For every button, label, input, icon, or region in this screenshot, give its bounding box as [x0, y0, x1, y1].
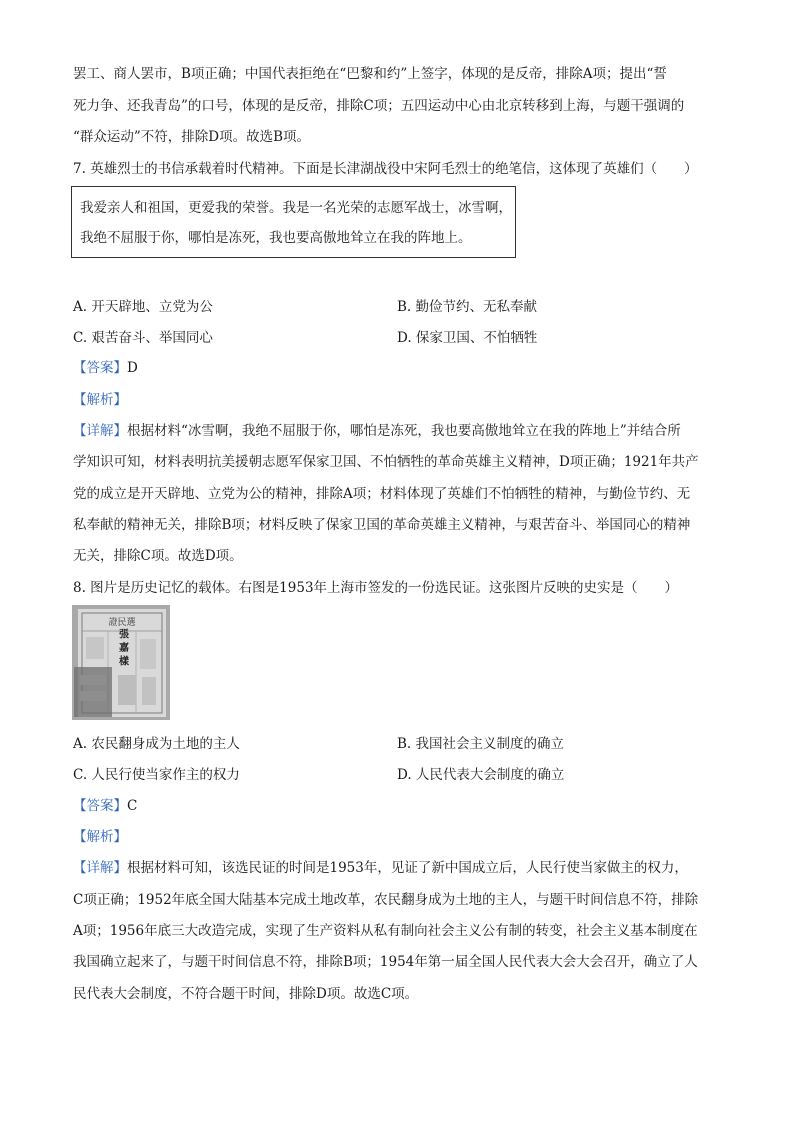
q8-analysis-label: 【解析】	[73, 829, 127, 845]
q7-quote-line-2: 我绝不屈服于你，哪怕是冻死，我也要高傲地耸立在我的阵地上。	[80, 230, 472, 246]
q8-detail-line-3: A项；1956年底三大改造完成，实现了生产资料从私有制向社会主义公有制的转变，社会主义基本制度在	[73, 923, 698, 939]
answer-label: 【答案】	[73, 798, 127, 814]
prev-analysis-line-1: 罢工、商人罢市，B项正确；中国代表拒绝在“巴黎和约”上签字，体现的是反帝，排除A项；提出“誓	[73, 66, 667, 82]
detail-label: 【详解】	[73, 860, 127, 876]
detail-label: 【详解】	[73, 423, 127, 439]
q7-option-a: A. 开天辟地、立党为公	[73, 299, 213, 315]
q8-detail-line-1	[73, 858, 688, 878]
prev-analysis-line-2: 死力争、还我青岛”的口号，体现的是反帝，排除C项；五四运动中心由北京转移到上海，与题干强调的	[73, 98, 685, 114]
q7-option-c: C. 艰苦奋斗、举国同心	[73, 330, 213, 346]
q8-option-a: A. 农民翻身成为土地的主人	[73, 736, 240, 752]
q7-quote-box	[71, 186, 516, 258]
answer-label: 【答案】	[73, 360, 127, 376]
q7-answer-value: D	[127, 360, 138, 376]
q8-detail-line-4: 我国确立起来了，与题干时间信息不符，排除B项；1954年第一届全国人民代表大会大会召开，确立了人	[73, 954, 698, 970]
q7-detail-line-3: 党的成立是开天辟地、立党为公的精神，排除A项；材料体现了英雄们不怕牺牲的精神，与勤俭节约、无	[73, 486, 691, 502]
q7-detail-line-2: 学知识可知，材料表明抗美援朝志愿军保家卫国、不怕牺牲的革命英雄主义精神，D项正确；1921年共产	[73, 454, 699, 470]
q7-detail-line-4: 私奉献的精神无关，排除B项；材料反映了保家卫国的革命英雄主义精神，与艰苦奋斗、举国同心的精神	[73, 517, 691, 533]
q8-option-b: B. 我国社会主义制度的确立	[397, 736, 565, 752]
q7-analysis-label: 【解析】	[73, 392, 127, 408]
q7-detail-line-5: 无关，排除C项。故选D项。	[73, 548, 243, 564]
q8-option-c: C. 人民行使当家作主的权力	[73, 767, 240, 783]
q7-detail-line-1	[73, 421, 681, 441]
prev-analysis-line-3: “群众运动”不符，排除D项。故选B项。	[73, 129, 311, 145]
q7-option-b: B. 勤俭节约、无私奉献	[397, 299, 538, 315]
photo-name-text: 張 嘉 樣	[116, 628, 128, 666]
q7-answer	[73, 358, 138, 378]
q8-stem: 8. 图片是历史记忆的载体。右图是1953年上海市签发的一份选民证。这张图片反映的史实是（ ）	[73, 580, 679, 596]
q8-answer	[73, 796, 137, 816]
photo-title-text: 證民選	[108, 618, 136, 628]
q8-detail-line-2: C项正确；1952年底全国大陆基本完成土地改革，农民翻身成为土地的主人，与题干时间信息不符，排除	[73, 892, 699, 908]
q8-detail-line-5: 民代表大会制度，不符合题干时间，排除D项。故选C项。	[73, 986, 419, 1002]
q8-detail-text-1: 根据材料可知，该选民证的时间是1953年，见证了新中国成立后，人民行使当家做主的权力，	[127, 860, 688, 876]
q8-answer-value: C	[127, 798, 138, 814]
q7-stem: 7. 英雄烈士的书信承载着时代精神。下面是长津湖战役中宋阿毛烈士的绝笔信，这体现了英雄们（ ）	[73, 161, 698, 177]
q7-quote-line-1: 我爱亲人和祖国，更爱我的荣誉。我是一名光荣的志愿军战士，冰雪啊，	[80, 200, 512, 216]
q7-option-d: D. 保家卫国、不怕牺牲	[397, 330, 538, 346]
voter-certificate-photo	[72, 605, 170, 720]
q7-detail-text-1: 根据材料“冰雪啊，我绝不屈服于你，哪怕是冻死，我也要高傲地耸立在我的阵地上”并结合所	[127, 423, 681, 439]
q8-option-d: D. 人民代表大会制度的确立	[397, 767, 565, 783]
